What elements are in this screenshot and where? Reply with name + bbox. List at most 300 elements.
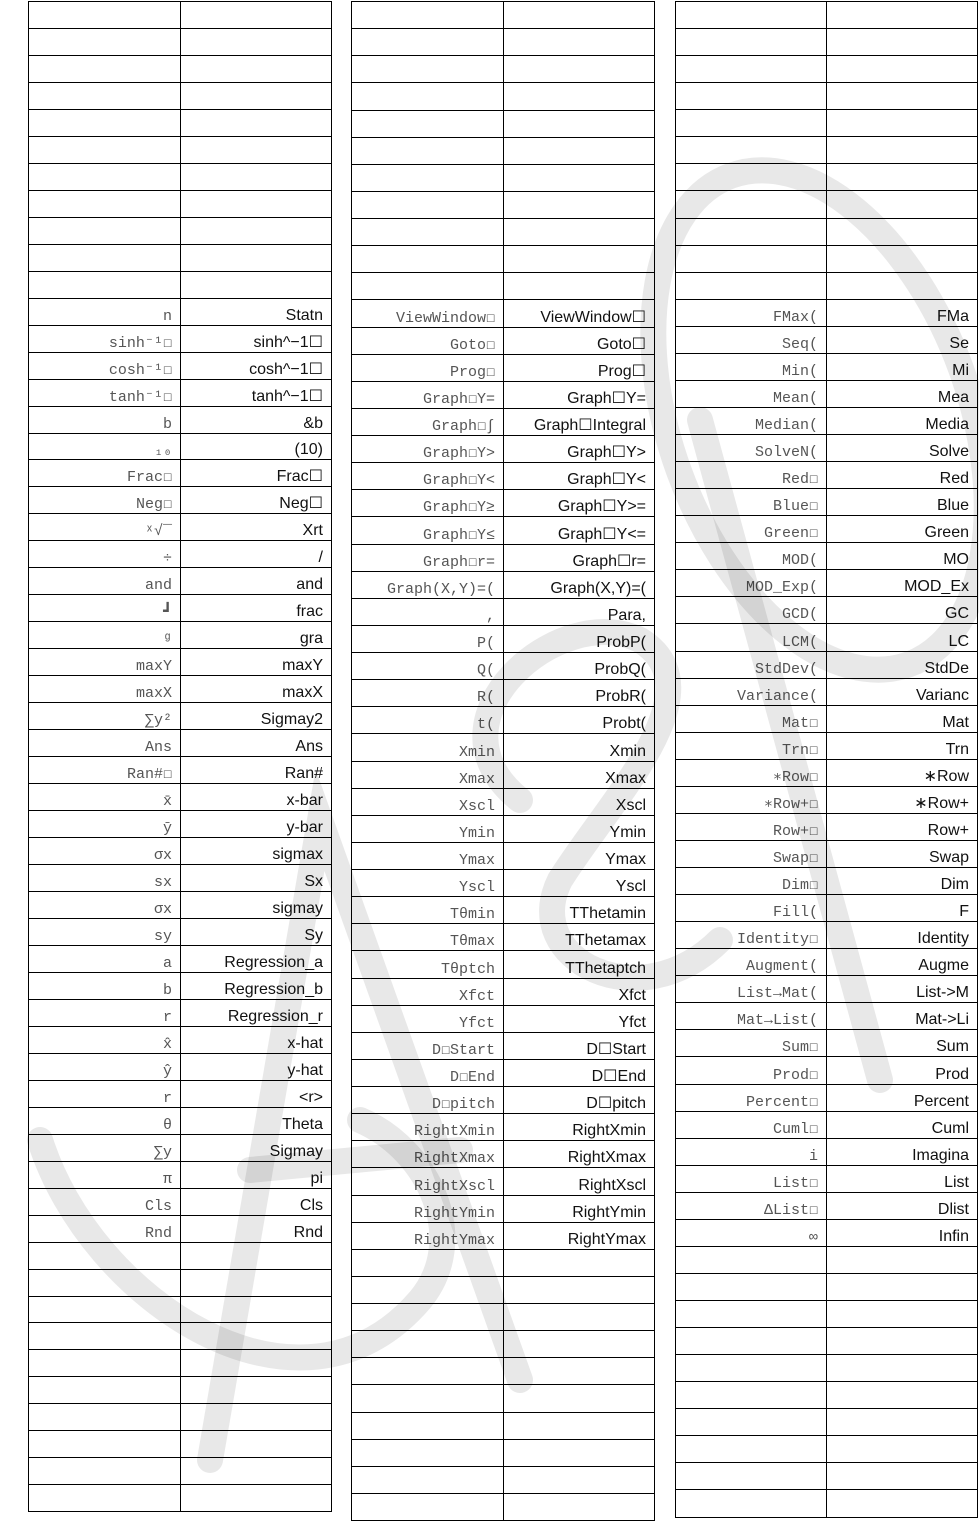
command-symbol-cell [29, 1323, 181, 1350]
conversion-table-right [675, 1, 978, 1518]
command-symbol-cell: Trn☐ [676, 732, 827, 759]
command-text-cell: Graph(X,Y)=( [504, 571, 655, 598]
command-text-cell: Neg☐ [181, 487, 332, 514]
table-row [352, 517, 655, 544]
command-text-cell: / [181, 541, 332, 568]
command-symbol-cell [352, 1493, 504, 1520]
command-text-cell: Row+ [827, 813, 978, 840]
command-symbol-cell: Variance( [676, 678, 827, 705]
command-symbol-cell [29, 244, 181, 271]
table-row [29, 28, 332, 55]
command-symbol-cell [676, 83, 827, 110]
command-symbol-cell: D☐End [352, 1059, 504, 1086]
command-text-cell: Para, [504, 598, 655, 625]
command-text-cell: List->M [827, 976, 978, 1003]
command-symbol-cell: List☐ [676, 1165, 827, 1192]
table-row [352, 1493, 655, 1520]
table-row [676, 1328, 978, 1355]
table-row [676, 1084, 978, 1111]
table-row [352, 191, 655, 218]
table-row [352, 1276, 655, 1303]
command-text-cell [827, 29, 978, 56]
table-row [29, 784, 332, 811]
command-text-cell [504, 110, 655, 137]
command-symbol-cell [29, 1350, 181, 1377]
command-symbol-cell [29, 1458, 181, 1485]
command-symbol-cell [676, 272, 827, 299]
table-row [676, 110, 978, 137]
table-row [352, 924, 655, 951]
command-symbol-cell: Mean( [676, 380, 827, 407]
command-symbol-cell: R( [352, 680, 504, 707]
table-row [352, 734, 655, 761]
command-text-cell [827, 110, 978, 137]
table-row [29, 918, 332, 945]
table-row [29, 999, 332, 1026]
command-symbol-cell: Green☐ [676, 516, 827, 543]
table-row [352, 246, 655, 273]
command-text-cell: Xscl [504, 788, 655, 815]
command-symbol-cell: ∑y [29, 1134, 181, 1161]
command-text-cell [181, 1431, 332, 1458]
command-symbol-cell: D☐pitch [352, 1087, 504, 1114]
table-row [352, 300, 655, 327]
table-row [352, 273, 655, 300]
command-symbol-cell [676, 29, 827, 56]
command-text-cell [827, 191, 978, 218]
command-symbol-cell [29, 82, 181, 109]
command-text-cell: Media [827, 407, 978, 434]
command-text-cell: GC [827, 597, 978, 624]
command-symbol-cell: i [676, 1138, 827, 1165]
table-row [352, 653, 655, 680]
command-symbol-cell: Cls [29, 1188, 181, 1215]
command-text-cell: Ans [181, 730, 332, 757]
table-row [676, 2, 978, 29]
command-text-cell: <r> [181, 1080, 332, 1107]
table-row [676, 1165, 978, 1192]
command-text-cell [827, 1490, 978, 1517]
command-symbol-cell: SolveN( [676, 435, 827, 462]
table-row [352, 1168, 655, 1195]
table-row [29, 271, 332, 298]
command-symbol-cell: Neg☐ [29, 487, 181, 514]
command-text-cell: Mat->Li [827, 1003, 978, 1030]
table-row [352, 1141, 655, 1168]
table-row [29, 595, 332, 622]
command-symbol-cell: Red☐ [676, 462, 827, 489]
command-symbol-cell [352, 2, 504, 29]
command-symbol-cell: MOD_Exp( [676, 570, 827, 597]
command-text-cell: sigmax [181, 838, 332, 865]
command-symbol-cell [676, 1382, 827, 1409]
command-text-cell: ∗Row [827, 759, 978, 786]
command-symbol-cell [352, 1358, 504, 1385]
table-row [676, 462, 978, 489]
table-row [676, 191, 978, 218]
command-text-cell: Prog☐ [504, 354, 655, 381]
command-text-cell: Ymax [504, 842, 655, 869]
command-text-cell: Graph☐Y> [504, 436, 655, 463]
command-text-cell [181, 55, 332, 82]
command-text-cell [181, 217, 332, 244]
table-row [29, 1215, 332, 1242]
command-symbol-cell: Fill( [676, 895, 827, 922]
table-row [29, 487, 332, 514]
command-symbol-cell: ₁₀ [29, 433, 181, 460]
command-symbol-cell [352, 273, 504, 300]
table-row [29, 1269, 332, 1296]
command-text-cell [504, 1276, 655, 1303]
command-text-cell: Trn [827, 732, 978, 759]
command-text-cell: Goto☐ [504, 327, 655, 354]
command-symbol-cell: n [29, 298, 181, 325]
table-row [352, 815, 655, 842]
command-symbol-cell: Xfct [352, 978, 504, 1005]
command-symbol-cell [352, 83, 504, 110]
command-text-cell [827, 272, 978, 299]
table-row [29, 891, 332, 918]
table-row [29, 514, 332, 541]
command-text-cell: TThetamax [504, 924, 655, 951]
table-row [29, 649, 332, 676]
command-symbol-cell [676, 1301, 827, 1328]
command-text-cell: Xfct [504, 978, 655, 1005]
command-text-cell: Regression_r [181, 999, 332, 1026]
command-symbol-cell: and [29, 568, 181, 595]
command-text-cell [181, 271, 332, 298]
command-text-cell: x-hat [181, 1026, 332, 1053]
command-symbol-cell: P( [352, 625, 504, 652]
command-text-cell: D☐End [504, 1059, 655, 1086]
table-row [29, 811, 332, 838]
command-text-cell [827, 1273, 978, 1300]
table-row [352, 571, 655, 598]
table-row [29, 1026, 332, 1053]
command-symbol-cell: RightXmax [352, 1141, 504, 1168]
table-row [676, 1436, 978, 1463]
command-text-cell: cosh^−1☐ [181, 352, 332, 379]
table-row [352, 2, 655, 29]
table-row [676, 624, 978, 651]
table-row [676, 543, 978, 570]
table-row [676, 1030, 978, 1057]
command-text-cell: &b [181, 406, 332, 433]
command-text-cell [181, 136, 332, 163]
command-text-cell [504, 191, 655, 218]
table-row [676, 868, 978, 895]
command-text-cell: Graph☐Integral [504, 408, 655, 435]
command-text-cell: ProbP( [504, 625, 655, 652]
command-symbol-cell: Graph☐Y≤ [352, 517, 504, 544]
table-row [352, 164, 655, 191]
table-row [29, 82, 332, 109]
command-text-cell: F [827, 895, 978, 922]
command-text-cell [504, 29, 655, 56]
command-text-cell: Green [827, 516, 978, 543]
table-row [29, 1053, 332, 1080]
table-row [676, 1138, 978, 1165]
table-row [676, 1057, 978, 1084]
command-symbol-cell: r [29, 1080, 181, 1107]
table-row [29, 757, 332, 784]
table-row [29, 1431, 332, 1458]
table-row [352, 463, 655, 490]
table-row [676, 840, 978, 867]
command-text-cell: Graph☐r= [504, 544, 655, 571]
command-symbol-cell: maxY [29, 649, 181, 676]
command-symbol-cell [352, 1412, 504, 1439]
command-text-cell [181, 1485, 332, 1512]
table-row [29, 1458, 332, 1485]
table-row [29, 2, 332, 29]
command-symbol-cell: Prog☐ [352, 354, 504, 381]
command-symbol-cell [29, 1485, 181, 1512]
command-symbol-cell [29, 190, 181, 217]
table-row [29, 1107, 332, 1134]
command-text-cell: Mat [827, 705, 978, 732]
command-symbol-cell: Graph☐Y> [352, 436, 504, 463]
command-symbol-cell: maxX [29, 676, 181, 703]
command-symbol-cell [29, 1377, 181, 1404]
command-symbol-cell: Seq( [676, 326, 827, 353]
command-symbol-cell [29, 1296, 181, 1323]
table-row [352, 870, 655, 897]
command-symbol-cell: Tθptch [352, 951, 504, 978]
table-row [29, 379, 332, 406]
command-symbol-cell: cosh⁻¹☐ [29, 352, 181, 379]
command-symbol-cell: θ [29, 1107, 181, 1134]
command-text-cell: sigmay [181, 891, 332, 918]
table-row [29, 136, 332, 163]
table-row [676, 1301, 978, 1328]
table-row [29, 352, 332, 379]
command-symbol-cell: ViewWindow☐ [352, 300, 504, 327]
table-row [352, 625, 655, 652]
table-row [29, 1485, 332, 1512]
table-row [29, 217, 332, 244]
command-text-cell: Cls [181, 1188, 332, 1215]
command-text-cell [827, 137, 978, 164]
command-symbol-cell [29, 136, 181, 163]
command-symbol-cell: sy [29, 918, 181, 945]
table-row [676, 949, 978, 976]
table-row [676, 1219, 978, 1246]
command-symbol-cell: Augment( [676, 949, 827, 976]
command-symbol-cell: ∑y² [29, 703, 181, 730]
command-text-cell [504, 1412, 655, 1439]
command-symbol-cell: Tθmax [352, 924, 504, 951]
table-row [352, 1331, 655, 1358]
command-symbol-cell [352, 246, 504, 273]
table-row [352, 1249, 655, 1276]
command-text-cell: RightXscl [504, 1168, 655, 1195]
command-symbol-cell [29, 1269, 181, 1296]
command-symbol-cell: , [352, 598, 504, 625]
command-symbol-cell [676, 218, 827, 245]
table-row [352, 1466, 655, 1493]
command-symbol-cell [676, 56, 827, 83]
table-row [29, 838, 332, 865]
table-row [29, 972, 332, 999]
command-text-cell: LC [827, 624, 978, 651]
command-symbol-cell: Frac☐ [29, 460, 181, 487]
table-row [29, 1242, 332, 1269]
table-row [676, 678, 978, 705]
command-text-cell: Identity [827, 922, 978, 949]
command-text-cell [181, 1269, 332, 1296]
command-text-cell [827, 1463, 978, 1490]
command-symbol-cell: ┛ [29, 595, 181, 622]
command-text-cell: Sigmay [181, 1134, 332, 1161]
command-text-cell: Prod [827, 1057, 978, 1084]
command-symbol-cell [29, 271, 181, 298]
command-text-cell [504, 83, 655, 110]
command-symbol-cell [352, 110, 504, 137]
command-symbol-cell [29, 28, 181, 55]
command-text-cell: TThetaptch [504, 951, 655, 978]
command-symbol-cell: Sum☐ [676, 1030, 827, 1057]
command-text-cell: List [827, 1165, 978, 1192]
table-row [352, 354, 655, 381]
table-row [676, 1355, 978, 1382]
command-symbol-cell: Graph(X,Y)=( [352, 571, 504, 598]
command-text-cell [827, 164, 978, 191]
command-symbol-cell [676, 1273, 827, 1300]
command-symbol-cell [676, 1355, 827, 1382]
command-text-cell [181, 163, 332, 190]
table-row [29, 244, 332, 271]
command-symbol-cell: π [29, 1161, 181, 1188]
command-symbol-cell: a [29, 945, 181, 972]
command-text-cell: ProbQ( [504, 653, 655, 680]
table-row [676, 380, 978, 407]
command-symbol-cell: t( [352, 707, 504, 734]
command-symbol-cell: List→Mat( [676, 976, 827, 1003]
conversion-table-middle [351, 1, 655, 1521]
command-text-cell [504, 2, 655, 29]
table-row [29, 433, 332, 460]
command-text-cell: Xrt [181, 514, 332, 541]
command-text-cell [504, 1385, 655, 1412]
table-row [29, 109, 332, 136]
table-row [676, 1192, 978, 1219]
table-row [29, 1161, 332, 1188]
command-text-cell: Sx [181, 865, 332, 892]
table-row [29, 945, 332, 972]
table-row [352, 436, 655, 463]
command-text-cell [827, 1301, 978, 1328]
command-text-cell: pi [181, 1161, 332, 1188]
command-symbol-cell [676, 1436, 827, 1463]
command-text-cell [181, 109, 332, 136]
command-text-cell: RightXmin [504, 1114, 655, 1141]
command-text-cell [504, 1358, 655, 1385]
command-text-cell: gra [181, 622, 332, 649]
command-text-cell: sinh^−1☐ [181, 325, 332, 352]
table-row [29, 730, 332, 757]
command-symbol-cell [676, 137, 827, 164]
table-row [676, 570, 978, 597]
table-row [29, 1323, 332, 1350]
command-text-cell: Frac☐ [181, 460, 332, 487]
table-row [676, 516, 978, 543]
command-text-cell [181, 190, 332, 217]
command-text-cell: Regression_a [181, 945, 332, 972]
table-row [352, 408, 655, 435]
command-symbol-cell: RightXmin [352, 1114, 504, 1141]
command-text-cell [827, 245, 978, 272]
table-row [352, 788, 655, 815]
command-text-cell [827, 1355, 978, 1382]
table-row [352, 897, 655, 924]
command-symbol-cell: FMax( [676, 299, 827, 326]
command-symbol-cell: σx [29, 838, 181, 865]
command-symbol-cell: ∞ [676, 1219, 827, 1246]
table-row [676, 1111, 978, 1138]
command-text-cell: Imagina [827, 1138, 978, 1165]
command-text-cell [181, 28, 332, 55]
command-symbol-cell: ∗Row+☐ [676, 786, 827, 813]
command-symbol-cell: sx [29, 865, 181, 892]
command-text-cell: Sigmay2 [181, 703, 332, 730]
table-row [676, 29, 978, 56]
command-text-cell: Percent [827, 1084, 978, 1111]
command-text-cell [827, 56, 978, 83]
table-row [676, 353, 978, 380]
table-row [676, 83, 978, 110]
command-symbol-cell: GCD( [676, 597, 827, 624]
command-text-cell [827, 2, 978, 29]
table-row [29, 676, 332, 703]
table-body [29, 2, 332, 1512]
table-row [676, 299, 978, 326]
table-row [676, 1382, 978, 1409]
command-symbol-cell [352, 1276, 504, 1303]
table-row [676, 1273, 978, 1300]
table-row [29, 1080, 332, 1107]
command-symbol-cell [676, 1490, 827, 1517]
command-symbol-cell: StdDev( [676, 651, 827, 678]
command-text-cell: RightYmin [504, 1195, 655, 1222]
command-text-cell: Xmax [504, 761, 655, 788]
table-row [352, 761, 655, 788]
command-text-cell [181, 1296, 332, 1323]
command-symbol-cell [352, 1439, 504, 1466]
command-text-cell: Se [827, 326, 978, 353]
table-row [29, 163, 332, 190]
command-symbol-cell: Min( [676, 353, 827, 380]
command-symbol-cell: Ans [29, 730, 181, 757]
command-text-cell [827, 218, 978, 245]
command-symbol-cell: ᵍ [29, 622, 181, 649]
table-row [352, 978, 655, 1005]
table-row [676, 922, 978, 949]
command-symbol-cell: Mat☐ [676, 705, 827, 732]
command-text-cell: Dim [827, 868, 978, 895]
table-row [676, 435, 978, 462]
command-symbol-cell: MOD( [676, 543, 827, 570]
command-symbol-cell: sinh⁻¹☐ [29, 325, 181, 352]
command-text-cell [181, 1350, 332, 1377]
table-row [352, 1114, 655, 1141]
command-text-cell: ProbR( [504, 680, 655, 707]
table-row [29, 568, 332, 595]
command-text-cell: Infin [827, 1219, 978, 1246]
table-row [352, 110, 655, 137]
table-row [676, 164, 978, 191]
table-row [29, 622, 332, 649]
